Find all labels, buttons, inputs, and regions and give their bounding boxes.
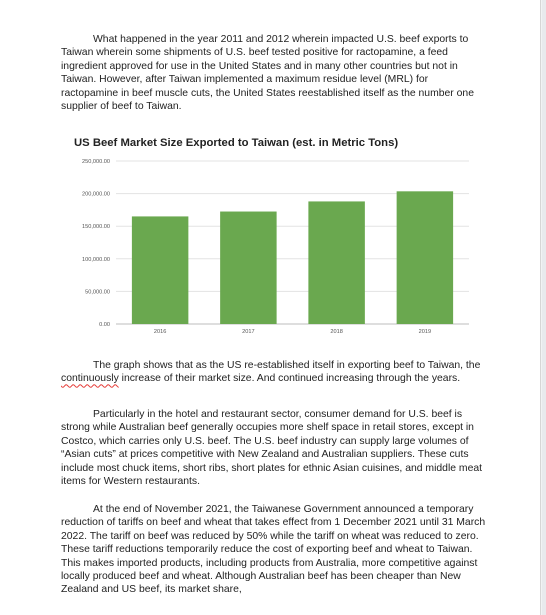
x-tick-label: 2017 (242, 329, 255, 335)
paragraph-ractopamine: What happened in the year 2011 and 2012 wherein impacted U.S. beef exports to Taiwan wherein some shipments of U.S. beef tested positive for ractopamine, a feed ingredient approved for use in the United States and in many other countries but not in Taiwan. However, after Taiwan implemented a maximum residue level (MRL) for ractopamine in beef muscle cuts, the United States reestablished itself as the number one supplier of beef to Taiwan. (61, 34, 474, 113)
misspelled-word[interactable]: continuously (61, 373, 119, 385)
x-tick-label: 2016 (153, 329, 167, 335)
chart-title: US Beef Market Size Exported to Taiwan (est. in Metric Tons) (74, 137, 399, 149)
paragraph-hotel-restaurant: Particularly in the hotel and restaurant sector, consumer demand for U.S. beef is strong while Australian beef generally occupies more shelf space in retail stores, except in Costco, which carries only U.S. beef. The U.S. beef industry can supply large volumes of “Asian cuts” at prices competitive with New Zealand and Australian suppliers. These cuts include most chuck items, short ribs, short plates for ethnic Asian cuisines, and middle meat items for Western restaurants. (61, 409, 483, 488)
bar-chart (66, 134, 476, 339)
paragraph-graph-summary (61, 359, 486, 386)
y-tick-label: 50,000.00 (85, 289, 110, 296)
paragraph-text: The graph shows that as the US re-established itself in exporting beef to Taiwan, the (93, 360, 481, 371)
bar-2018 (308, 201, 364, 324)
y-tick-label: 250,000.00 (82, 159, 110, 165)
x-tick-label: 2018 (330, 329, 343, 335)
x-tick-label: 2019 (418, 329, 432, 335)
y-tick-label: 0.00 (99, 322, 110, 328)
paragraph-tariff: At the end of November 2021, the Taiwanese Government announced a temporary reduction of tariffs on beef and wheat that takes effect from 1 December 2021 until 31 March 2022. The tariff on beef was reduced by 50% while the tariff on wheat was reduced to zero. These tariff reductions temporarily reduce the cost of exporting beef and wheat to Taiwan. This makes imported products, including products from Australia, more competitive against locally produced beef and wheat. Although Australian beef has been cheaper than New Zealand and US beef, its market share, (61, 504, 486, 596)
scrollbar[interactable] (542, 0, 546, 615)
y-tick-label: 150,000.00 (82, 224, 110, 231)
bar-2016 (132, 216, 188, 324)
y-tick-label: 100,000.00 (82, 256, 110, 263)
y-tick-label: 200,000.00 (82, 191, 110, 198)
paragraph-text: increase of their market size. And continued increasing through the years. (118, 373, 461, 385)
bar-2017 (220, 212, 276, 324)
bar-2019 (397, 191, 453, 324)
